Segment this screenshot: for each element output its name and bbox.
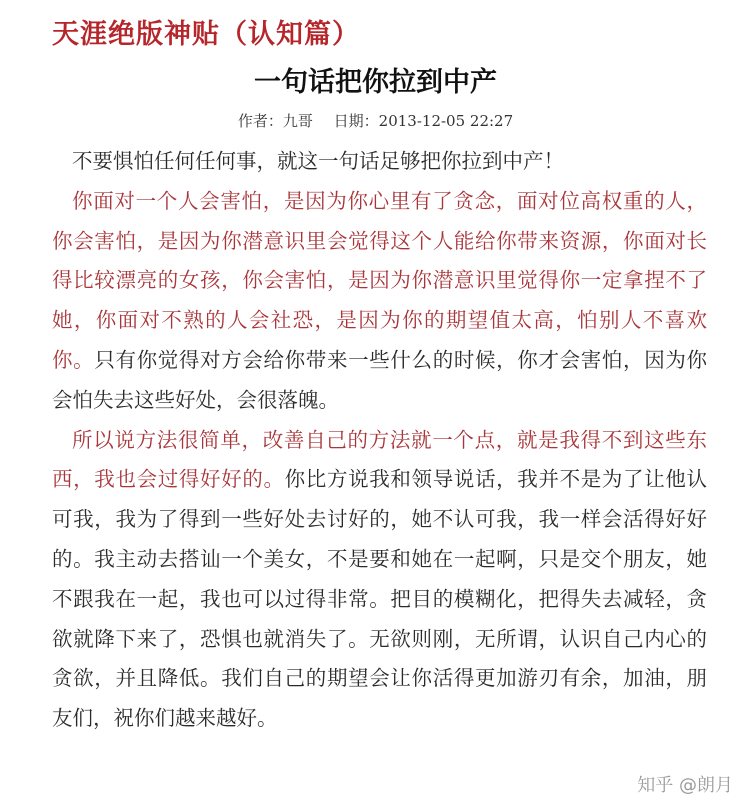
byline [0, 110, 751, 131]
paragraph-3 [52, 421, 707, 739]
article-body [52, 142, 707, 739]
author-label: 作者：九哥 [237, 112, 313, 130]
paragraph-2-text: 只有你觉得对方会给你带来一些什么的时候，你才会害怕，因为你会怕失去这些好处，会很落魄。 [52, 347, 708, 412]
article-title: 一句话把你拉到中产 [254, 67, 497, 98]
paragraph-2-highlight: 你面对一个人会害怕，是因为你心里有了贪念，面对位高权重的人，你会害怕，是因为你潜意识里会觉得这个人能给你带来资源，你面对长得比较漂亮的女孩，你会害怕，是因为你潜意识里觉得你一定拿捏不了她，你面对不熟的人会社恐，是因为你的期望值太高，怕别人不喜欢你。 [52, 188, 707, 372]
paragraph-1: 不要惧怕任何任何事，就这一句话足够把你拉到中产！ [72, 149, 564, 173]
paragraph-3-highlight: 所以说方法很简单，改善自己的方法就一个点，就是我得不到这些东西，我也会过得好好的。 [52, 427, 707, 492]
paragraph-3-text: 你比方说我和领导说话，我并不是为了让他认可我，我为了得到一些好处去讨好的，她不认可我，我一样会活得好好的。我主动去搭讪一个美女，不是要和她在一起啊，只是交个朋友，她不跟我在一起，我也可以过得非常。把目的模糊化，把得失去减轻，贪欲就降下来了，恐惧也就消失了。无欲则刚，无所谓，认识自己内心的贪欲，并且降低。我们自己的期望会让你活得更加游刃有余，加油，朋友们，祝你们越来越好。 [52, 467, 708, 731]
series-title: 天涯绝版神贴（认知篇） [52, 19, 360, 50]
date-label: 日期：2013-12-05 22:27 [333, 112, 514, 130]
paragraph-2 [52, 182, 707, 421]
zhihu-watermark: 知乎 @朗月 [637, 775, 733, 796]
